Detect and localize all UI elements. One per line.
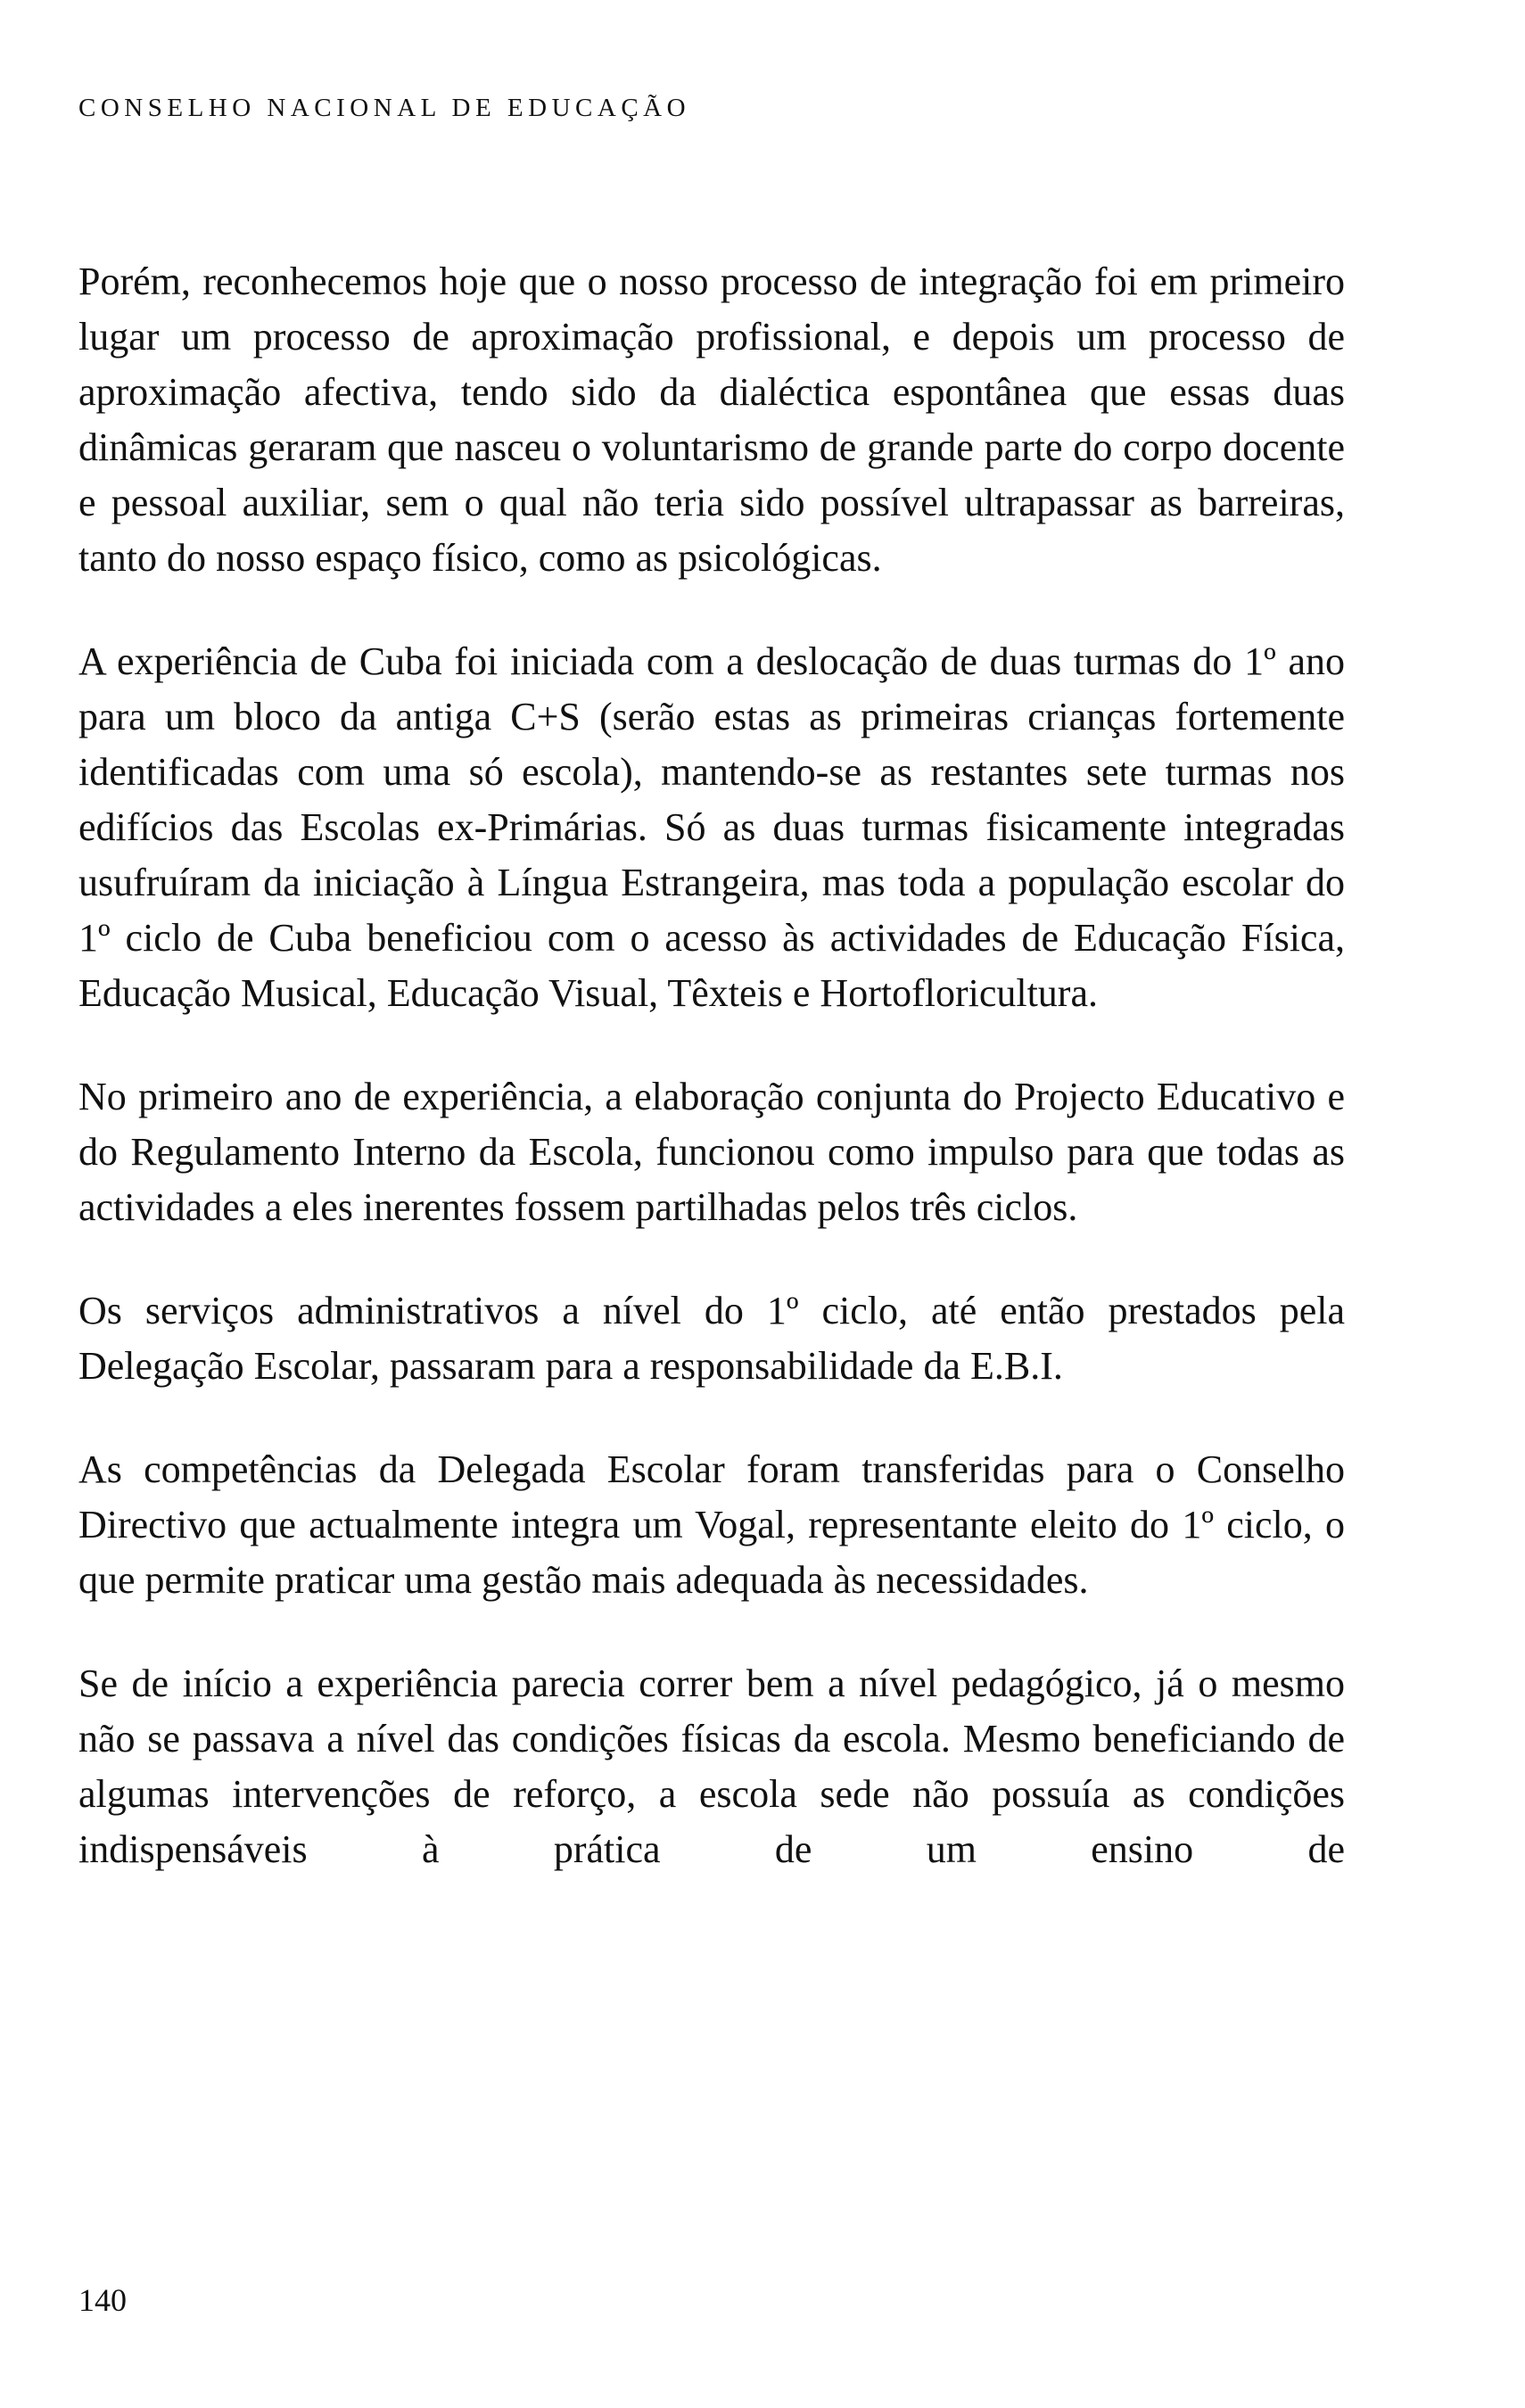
paragraph-first-year: No primeiro ano de experiência, a elaboração conjunta do Projecto Educativo e do Regulamento Interno da Escola, funcionou como impulso para que todas as actividades a eles inerentes fossem partilhadas pelos três ciclos.	[78, 1075, 1345, 1229]
paragraph-physical-conditions: Se de início a experiência parecia correr bem a nível pedagógico, já o mesmo não se passava a nível das condições físicas da escola. Mesmo beneficiando de algumas intervenções de reforço, a escola sede não possuía as condições indispensáveis à prática de um ensino de	[78, 1662, 1345, 1871]
paragraph-integration: Porém, reconhecemos hoje que o nosso processo de integração foi em primeiro lugar um processo de aproximação profissional, e depois um processo de aproximação afectiva, tendo sido da dialéctica espontânea que essas duas dinâmicas geraram que nasceu o voluntarismo de grande parte do corpo docente e pessoal auxiliar, sem o qual não teria sido possível ultrapassar as barreiras, tanto do nosso espaço físico, como as psicológicas.	[78, 260, 1345, 580]
page-number: 140	[78, 2282, 127, 2318]
document-body	[78, 254, 1345, 1926]
paragraph-administrative-services: Os serviços administrativos a nível do 1º ciclo, até então prestados pela Delegação Escolar, passaram para a responsabilidade da E.B.I.	[78, 1289, 1345, 1388]
running-header: CONSELHO NACIONAL DE EDUCAÇÃO	[78, 94, 691, 122]
paragraph-delegate-competences: As competências da Delegada Escolar foram transferidas para o Conselho Directivo que actualmente integra um Vogal, representante eleito do 1º ciclo, o que permite praticar uma gestão mais adequada às necessidades.	[78, 1447, 1345, 1602]
paragraph-cuba-experience: A experiência de Cuba foi iniciada com a deslocação de duas turmas do 1º ano para um bloco da antiga C+S (serão estas as primeiras crianças fortemente identificadas com uma só escola), mantendo-se as restantes sete turmas nos edifícios das Escolas ex-Primárias. Só as duas turmas fisicamente integradas usufruíram da iniciação à Língua Estrangeira, mas toda a população escolar do 1º ciclo de Cuba beneficiou com o acesso às actividades de Educação Física, Educação Musical, Educação Visual, Têxteis e Hortofloricultura.	[78, 639, 1345, 1015]
